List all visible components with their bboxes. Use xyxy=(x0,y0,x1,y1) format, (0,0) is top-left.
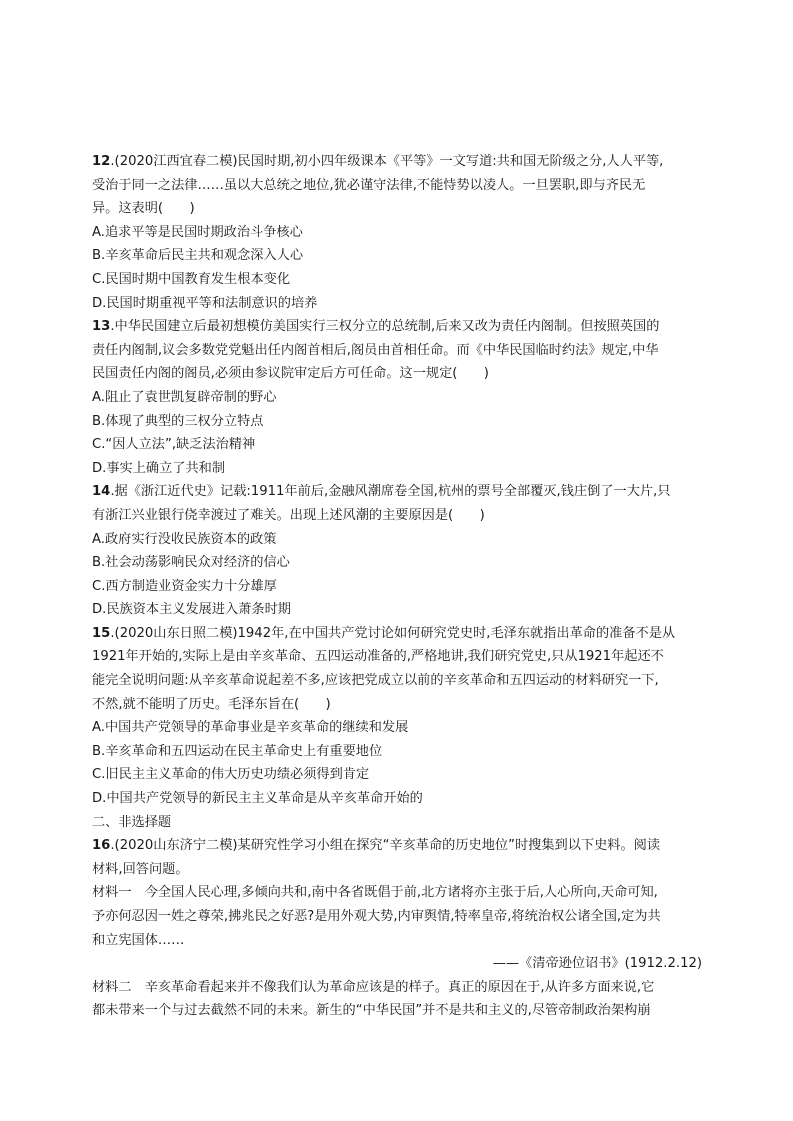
material-line: 都未带来一个与过去截然不同的未来。新生的“中华民国”并不是共和主义的,尽管帝制政治架构崩 xyxy=(92,1003,651,1019)
question-number: 15 xyxy=(92,625,111,641)
question-stem-line: 受治于同一之法律……虽以大总统之地位,犹必谨守法律,不能恃势以凌人。一旦罢职,即与齐民无 xyxy=(92,177,646,193)
question-stem-line: 1921年开始的,实际上是由辛亥革命、五四运动准备的,严格地讲,我们研究党史,只从1921年起还不 xyxy=(92,649,664,665)
material-line: 和立宪国体…… xyxy=(92,932,185,948)
material-one xyxy=(92,881,702,975)
question-stem-line: 责任内阁制,议会多数党党魁出任内阁首相后,阁员由首相任命。而《中华民国临时约法》规定,中华 xyxy=(92,342,659,358)
question-stem-line: 15.(2020山东日照二模)1942年,在中国共产党讨论如何研究党史时,毛泽东就指出革命的准备不是从 xyxy=(92,625,676,641)
question-16 xyxy=(92,834,702,1023)
option-c: C.旧民主主义革命的伟大历史功绩必须得到肯定 xyxy=(92,767,370,783)
question-13 xyxy=(92,315,702,480)
question-stem-line: 13.中华民国建立后最初想模仿美国实行三权分立的总统制,后来又改为责任内阁制。但按照英国的 xyxy=(92,319,660,335)
section-heading: 二、非选择题 xyxy=(92,814,172,830)
option-b: B.辛亥革命和五四运动在民主革命史上有重要地位 xyxy=(92,743,383,759)
question-stem-line: 有浙江兴业银行侥幸渡过了难关。出现上述风潮的主要原因是( ) xyxy=(92,507,485,523)
material-source: ——《清帝逊位诏书》(1912.2.12) xyxy=(492,956,702,972)
option-d: D.民族资本主义发展进入萧条时期 xyxy=(92,602,291,618)
question-number: 14 xyxy=(92,484,111,500)
option-b: B.体现了典型的三权分立特点 xyxy=(92,413,264,429)
option-c: C.民国时期中国教育发生根本变化 xyxy=(92,271,291,287)
question-stem-line: 民国责任内阁的阁员,必须由参议院审定后方可任命。这一规定( ) xyxy=(92,366,489,382)
option-c: C.“因人立法”,缺乏法治精神 xyxy=(92,437,256,453)
question-number: 12 xyxy=(92,154,111,169)
option-b: B.辛亥革命后民主共和观念深入人心 xyxy=(92,248,304,264)
question-stem-line: 能完全说明问题:从辛亥革命说起差不多,应该把党成立以前的辛亥革命和五四运动的材料研究一下, xyxy=(92,673,659,689)
document-body xyxy=(92,150,702,1023)
option-b: B.社会动荡影响民众对经济的信心 xyxy=(92,555,290,571)
option-a: A.中国共产党领导的革命事业是辛亥革命的继续和发展 xyxy=(92,720,409,736)
material-line: 材料一 今全国人民心理,多倾向共和,南中各省既倡于前,北方诸将亦主张于后,人心所向,天命可知, xyxy=(92,885,658,901)
question-stem-line: 材料,回答问题。 xyxy=(92,861,189,877)
question-15 xyxy=(92,622,702,811)
option-d: D.事实上确立了共和制 xyxy=(92,460,226,476)
option-d: D.中国共产党领导的新民主主义革命是从辛亥革命开始的 xyxy=(92,791,423,807)
question-12 xyxy=(92,150,702,315)
question-stem-line: 不然,就不能明了历史。毛泽东旨在( ) xyxy=(92,696,331,712)
question-number: 16 xyxy=(92,838,111,854)
material-two xyxy=(92,976,702,1023)
question-stem-line: 14.据《浙江近代史》记载:1911年前后,金融风潮席卷全国,杭州的票号全部覆灭,钱庄倒了一大片,只 xyxy=(92,484,671,500)
question-14 xyxy=(92,480,702,622)
option-a: A.阻止了袁世凯复辟帝制的野心 xyxy=(92,389,277,405)
material-line: 材料二 辛亥革命看起来并不像我们认为革命应该是的样子。真正的原因在于,从许多方面来说,它 xyxy=(92,979,655,995)
question-stem-line: 12.(2020江西宜春二模)民国时期,初小四年级课本《平等》一文写道:共和国无阶级之分,人人平等, xyxy=(92,154,664,169)
option-a: A.追求平等是民国时期政治斗争核心 xyxy=(92,224,303,240)
question-stem-line: 16.(2020山东济宁二模)某研究性学习小组在探究“辛亥革命的历史地位”时搜集到以下史料。阅读 xyxy=(92,838,661,854)
question-number: 13 xyxy=(92,319,111,335)
option-d: D.民国时期重视平等和法制意识的培养 xyxy=(92,295,318,311)
option-a: A.政府实行没收民族资本的政策 xyxy=(92,531,277,547)
material-line: 予亦何忍因一姓之尊荣,拂兆民之好恶?是用外观大势,内审舆情,特率皇帝,将统治权公诸全国,定为共 xyxy=(92,909,661,924)
option-c: C.西方制造业资金实力十分雄厚 xyxy=(92,578,277,594)
question-stem-line: 异。这表明( ) xyxy=(92,201,195,217)
